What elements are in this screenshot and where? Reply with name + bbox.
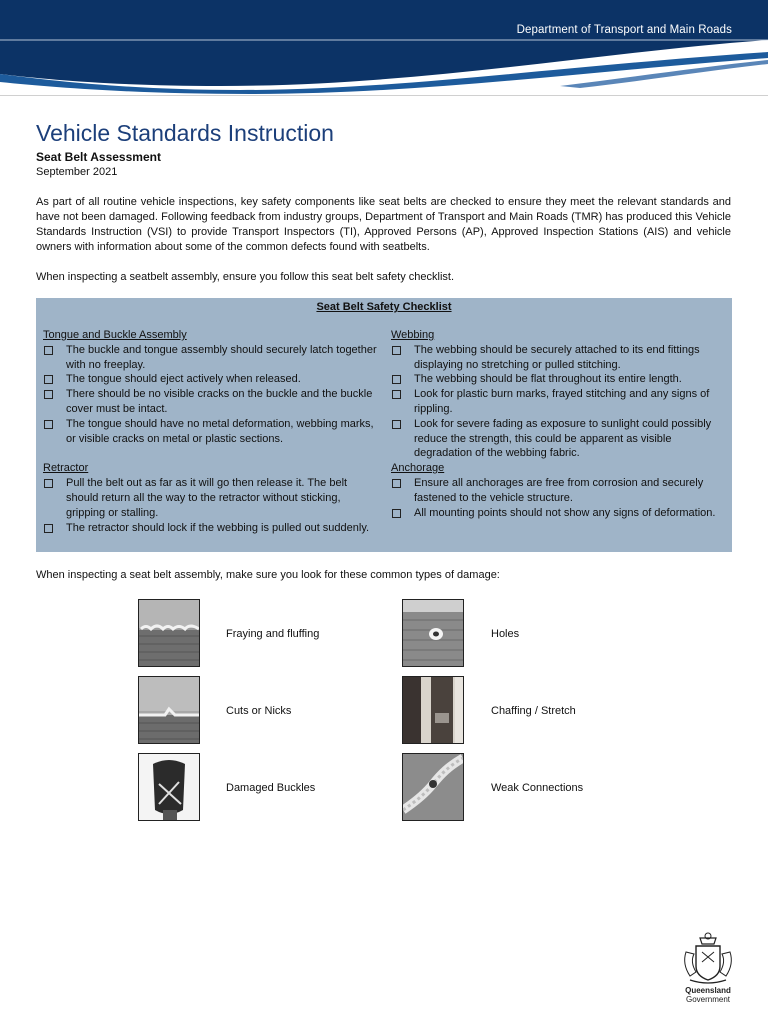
- page-title: Vehicle Standards Instruction: [36, 120, 334, 146]
- checklist-item[interactable]: The webbing should be flat throughout its entire length.: [391, 372, 725, 387]
- checklist-item[interactable]: There should be no visible cracks on the buckle and the buckle cover must be intact.: [43, 387, 379, 417]
- cuts-photo: [138, 676, 200, 744]
- checklist-item[interactable]: Look for plastic burn marks, frayed stitching and any signs of rippling.: [391, 387, 725, 417]
- damage-label: Weak Connections: [491, 782, 584, 794]
- checklist-item[interactable]: The buckle and tongue assembly should securely latch together with no freeplay.: [43, 343, 379, 373]
- checkbox-icon[interactable]: [391, 387, 414, 417]
- checklist-item[interactable]: All mounting points should not show any signs of deformation.: [391, 506, 725, 521]
- tongue-buckle-heading: Tongue and Buckle Assembly: [43, 329, 187, 341]
- header-banner: [0, 0, 768, 96]
- checklist-left-column: [43, 328, 379, 535]
- holes-photo: [402, 599, 464, 667]
- checklist-title: Seat Belt Safety Checklist: [316, 301, 452, 313]
- document-date: September 2021: [36, 166, 118, 178]
- damage-label: Holes: [491, 628, 520, 640]
- chaffing-photo: [402, 676, 464, 744]
- checkbox-icon[interactable]: [43, 417, 66, 447]
- checklist-item[interactable]: The retractor should lock if the webbing is pulled out suddenly.: [43, 521, 379, 536]
- checklist-right-column: [391, 328, 725, 520]
- checklist-item[interactable]: Pull the belt out as far as it will go then release it. The belt should return all the way to the retractor without sticking, gripping or stalling.: [43, 476, 379, 520]
- checklist-item[interactable]: Ensure all anchorages are free from corrosion and securely fastened to the vehicle structure.: [391, 476, 725, 506]
- intro-paragraph: As part of all routine vehicle inspections, key safety components like seat belts are checked to ensure they meet the relevant standards and have not been damaged. Following feedback from industry groups, Department of Transport and Main Roads (TMR) has produced this Vehicle Standards Instruction (VSI) to provide Transport Inspectors (TI), Approved Persons (AP), Approved Inspection Stations (AIS) and vehicle owners with information about some of the common defects found with seatbelts.: [36, 196, 731, 253]
- checklist-item[interactable]: The tongue should eject actively when released.: [43, 372, 379, 387]
- damage-label: Damaged Buckles: [226, 782, 316, 794]
- checklist-item[interactable]: The tongue should have no metal deformation, webbing marks, or visible cracks on metal or plastic sections.: [43, 417, 379, 447]
- department-name: Department of Transport and Main Roads: [516, 24, 732, 36]
- header-wave-graphic: [0, 0, 768, 96]
- damage-label: Fraying and fluffing: [226, 628, 320, 640]
- checkbox-icon[interactable]: [43, 521, 66, 536]
- anchorage-heading: Anchorage: [391, 462, 445, 475]
- document-subtitle: Seat Belt Assessment: [36, 150, 161, 164]
- checkbox-icon[interactable]: [391, 372, 414, 387]
- checkbox-icon[interactable]: [43, 387, 66, 417]
- checkbox-icon[interactable]: [43, 476, 66, 520]
- checkbox-icon[interactable]: [391, 506, 414, 521]
- checkbox-icon[interactable]: [391, 417, 414, 461]
- checkbox-icon[interactable]: [43, 343, 66, 373]
- damaged-buckle-photo: [138, 753, 200, 821]
- checklist-intro: When inspecting a seatbelt assembly, ensure you follow this seat belt safety checklist.: [36, 271, 455, 283]
- weak-connection-photo: [402, 753, 464, 821]
- checklist-item[interactable]: The webbing should be securely attached to its end fittings displaying no stretching or pulled stitching.: [391, 343, 725, 373]
- damage-intro: When inspecting a seat belt assembly, make sure you look for these common types of damage:: [36, 569, 500, 581]
- damage-label: Chaffing / Stretch: [491, 705, 576, 717]
- retractor-heading: Retractor: [43, 462, 89, 475]
- damage-label: Cuts or Nicks: [226, 705, 292, 717]
- checkbox-icon[interactable]: [43, 372, 66, 387]
- checkbox-icon[interactable]: [391, 476, 414, 506]
- webbing-heading: Webbing: [391, 329, 435, 341]
- seat-belt-checklist: [36, 298, 732, 552]
- fraying-photo: [138, 599, 200, 667]
- checklist-item[interactable]: Look for severe fading as exposure to sunlight could possibly reduce the strength, this could be apparent as visible degradation of the webbing fabric.: [391, 417, 725, 461]
- queensland-government-wordmark: Queensland Government: [685, 986, 731, 1004]
- checkbox-icon[interactable]: [391, 343, 414, 373]
